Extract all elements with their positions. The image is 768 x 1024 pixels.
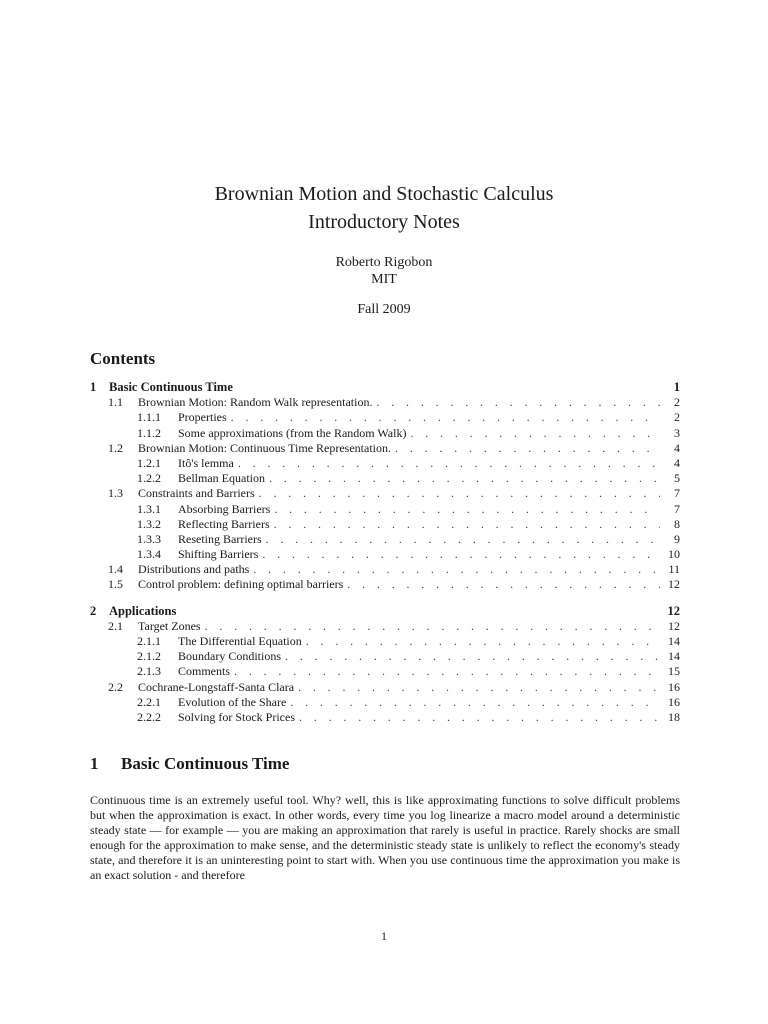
toc-entry[interactable] — [90, 426, 680, 441]
toc-entry-page: 12 — [668, 577, 680, 592]
author-affiliation: MIT — [371, 272, 397, 287]
toc-entry-number: 2.2.2 — [137, 709, 161, 724]
toc-entry-title: Bellman Equation — [178, 471, 265, 486]
toc-entry-number: 1.2 — [108, 440, 123, 455]
toc-leader-dots — [299, 710, 660, 725]
toc-entry-page: 14 — [668, 634, 680, 648]
toc-entry-page: 14 — [668, 649, 680, 664]
toc-entry[interactable] — [90, 395, 680, 410]
toc-entry-number: 1.1.2 — [137, 425, 161, 440]
toc-entry-page: 3 — [674, 425, 680, 440]
toc-entry-page: 5 — [674, 471, 680, 486]
toc-entry-page: 8 — [674, 516, 680, 531]
author-block — [0, 254, 768, 288]
toc-entry-title: Target Zones — [138, 618, 201, 633]
toc-entry[interactable] — [90, 649, 680, 664]
toc-entry-number: 1.3.1 — [137, 501, 161, 516]
toc-entry-page: 15 — [668, 664, 680, 679]
section-number: 1 — [90, 754, 99, 773]
toc-entry-page: 18 — [668, 709, 680, 724]
toc-leader-dots — [231, 410, 660, 425]
toc-leader-dots — [376, 395, 660, 410]
toc-entry-title: Constraints and Barriers — [138, 486, 255, 501]
toc-entry[interactable] — [90, 577, 680, 592]
toc-entry-title: Brownian Motion: Random Walk representation. — [138, 395, 373, 410]
toc-entry[interactable] — [90, 456, 680, 471]
toc-entry[interactable] — [90, 664, 680, 679]
toc-entry-page: 9 — [674, 531, 680, 546]
toc-leader-dots — [234, 664, 660, 679]
toc-entry-title: Cochrane-Longstaff-Santa Clara — [138, 679, 295, 694]
toc-entry-title: Evolution of the Share — [178, 694, 287, 709]
toc-leader-dots — [274, 502, 660, 517]
toc-entry-number: 1.3.3 — [137, 531, 161, 546]
toc-leader-dots — [290, 695, 660, 710]
toc-entry-page: 7 — [674, 486, 680, 501]
toc-entry-number: 2.1.1 — [137, 634, 161, 648]
toc-entry-number: 2 — [90, 603, 97, 618]
toc-entry[interactable] — [90, 634, 680, 649]
toc-entry-page: 2 — [674, 410, 680, 425]
toc-entry-page: 10 — [668, 547, 680, 562]
toc-leader-dots — [395, 441, 660, 456]
toc-entry-title: Some approximations (from the Random Walk) — [178, 425, 407, 440]
toc-entry-title: Reseting Barriers — [178, 531, 262, 546]
toc-entry-number: 2.1.2 — [137, 649, 161, 664]
toc-entry-page: 16 — [668, 694, 680, 709]
toc-entry[interactable] — [90, 532, 680, 547]
toc-entry-title: Itô's lemma — [178, 455, 234, 470]
toc-entry-title: Basic Continuous Time — [109, 380, 233, 394]
toc-entry-number: 2.2 — [108, 679, 123, 694]
toc-entry-title: Brownian Motion: Continuous Time Representation. — [138, 440, 392, 455]
page-number: 1 — [381, 929, 387, 943]
toc-entry-title: Solving for Stock Prices — [178, 709, 295, 724]
toc-entry-title: Shifting Barriers — [178, 547, 259, 562]
toc-entry-title: Properties — [178, 410, 227, 425]
toc-entry-page: 12 — [667, 603, 680, 618]
toc-leader-dots — [285, 649, 660, 664]
toc-leader-dots — [266, 532, 660, 547]
toc-entry[interactable] — [90, 517, 680, 532]
toc-entry-title: The Differential Equation — [178, 634, 302, 648]
author-name: Roberto Rigobon — [335, 255, 433, 270]
toc-entry-title: Distributions and paths — [138, 562, 250, 577]
toc-leader-dots — [269, 471, 660, 486]
section-title: Basic Continuous Time — [121, 754, 290, 773]
toc-leader-dots — [205, 619, 660, 634]
toc-leader-dots — [298, 680, 660, 695]
toc-entry-number: 2.2.1 — [137, 694, 161, 709]
toc-entry-number: 1.2.1 — [137, 455, 161, 470]
toc-leader-dots — [253, 562, 660, 577]
toc-leader-dots — [410, 426, 660, 441]
toc-entry[interactable] — [90, 471, 680, 486]
toc-entry[interactable] — [90, 410, 680, 425]
toc-leader-dots — [238, 456, 660, 471]
toc-entry[interactable] — [90, 695, 680, 710]
toc-entry[interactable] — [90, 604, 680, 619]
toc-entry[interactable] — [90, 619, 680, 634]
toc-entry-page: 4 — [674, 440, 680, 455]
toc-entry-number: 1.3 — [108, 486, 123, 501]
toc-entry-title: Applications — [109, 603, 177, 618]
contents-heading: Contents — [90, 349, 156, 368]
toc-entry-page: 1 — [673, 380, 680, 394]
toc-entry-title: Absorbing Barriers — [178, 501, 271, 516]
toc-entry[interactable] — [90, 441, 680, 456]
toc-entry-page: 2 — [674, 395, 680, 410]
document-title-line-2: Introductory Notes — [308, 211, 460, 233]
toc-entry-page: 16 — [668, 679, 680, 694]
toc-entry-title: Comments — [178, 664, 231, 679]
toc-entry-number: 1.3.4 — [137, 547, 161, 562]
toc-entry-title: Control problem: defining optimal barriers — [138, 577, 344, 592]
toc-entry-number: 1.3.2 — [137, 516, 161, 531]
toc-entry-page: 12 — [668, 618, 680, 633]
title-block — [0, 180, 768, 318]
section-heading — [90, 754, 289, 774]
toc-entry[interactable] — [90, 502, 680, 517]
body-paragraph: Continuous time is an extremely useful tool. Why? well, this is like approximating functions to solve difficult problems but when the approximation is exact. In other words, every time you log linearize a macro model around a deterministic steady state — for example — you are making an approximation that rarely is useful in practice. Rarely shocks are small enough for the approximation to make sense, and the deterministic steady state is unlikely to reflect the economy's steady state, and therefore it is an uninteresting point to start with. When you use continuous time the approximation you make is an exact solution - and therefore — [90, 793, 680, 882]
toc-entry-number: 1.4 — [108, 562, 123, 577]
toc-entry-page: 4 — [674, 455, 680, 470]
toc-entry-title: Reflecting Barriers — [178, 516, 270, 531]
toc-entry-number: 1.1.1 — [137, 410, 161, 425]
toc-entry[interactable] — [90, 710, 680, 725]
toc-entry-number: 1 — [90, 380, 97, 394]
toc-entry[interactable] — [90, 680, 680, 695]
toc-entry-number: 1.1 — [108, 395, 123, 410]
toc-leader-dots — [306, 634, 660, 649]
table-of-contents — [90, 380, 680, 725]
toc-entry[interactable] — [90, 486, 680, 501]
toc-entry-number: 1.2.2 — [137, 471, 161, 486]
toc-entry-number: 1.5 — [108, 577, 123, 592]
toc-entry-page: 7 — [674, 501, 680, 516]
toc-entry[interactable] — [90, 380, 680, 395]
toc-leader-dots — [347, 577, 660, 592]
toc-leader-dots — [259, 486, 660, 501]
toc-entry-page: 11 — [668, 562, 680, 577]
toc-entry-title: Boundary Conditions — [178, 649, 282, 664]
toc-leader-dots — [274, 517, 660, 532]
toc-leader-dots — [262, 547, 660, 562]
toc-entry[interactable] — [90, 547, 680, 562]
document-title-line-1: Brownian Motion and Stochastic Calculus — [214, 183, 554, 205]
document-date: Fall 2009 — [357, 302, 411, 317]
toc-entry-number: 2.1 — [108, 618, 123, 633]
toc-entry-number: 2.1.3 — [137, 664, 161, 679]
toc-entry[interactable] — [90, 562, 680, 577]
